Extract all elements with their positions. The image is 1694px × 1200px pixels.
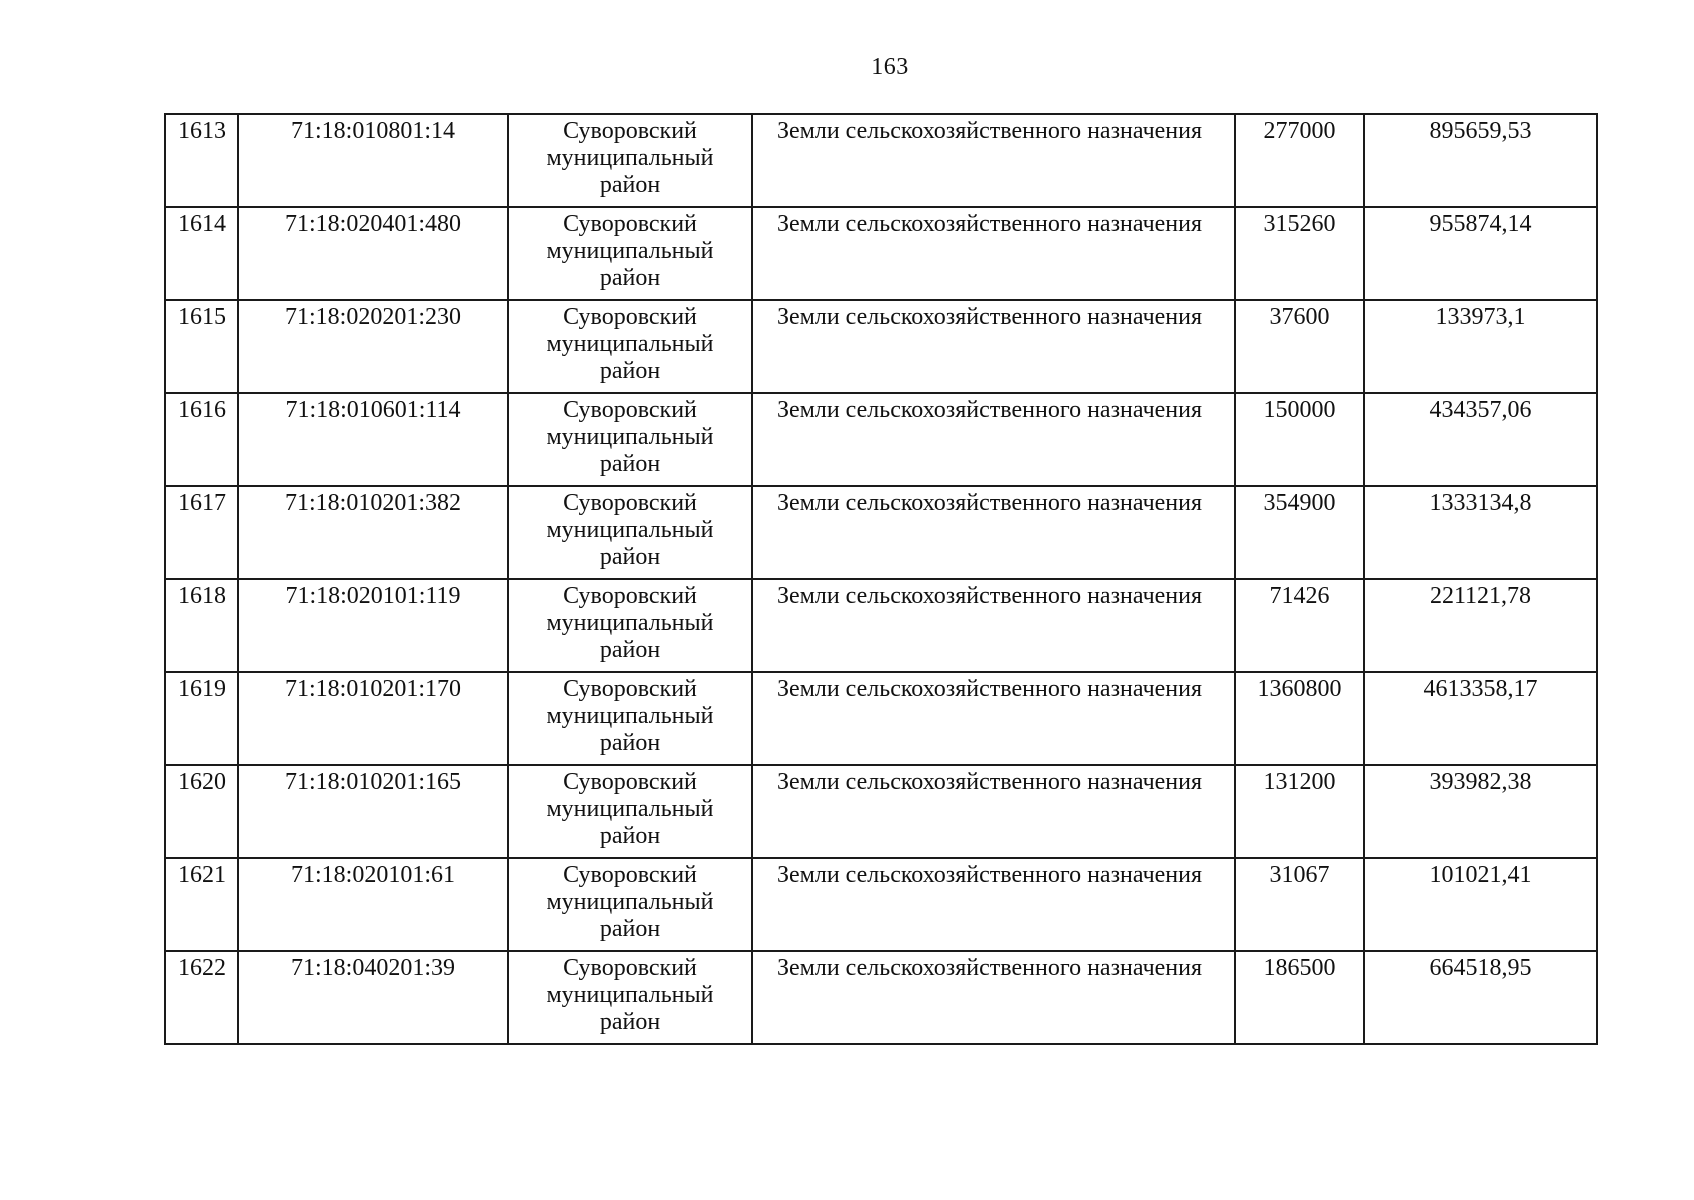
table-body — [165, 114, 1597, 1044]
cadastral-number-cell: 71:18:010201:165 — [238, 765, 508, 858]
row-number-cell: 1620 — [165, 765, 238, 858]
table-row — [165, 765, 1597, 858]
cadastral-cost-cell: 895659,53 — [1364, 114, 1597, 207]
land-category-cell: Земли сельскохозяйственного назначения — [752, 393, 1235, 486]
area-cell: 354900 — [1235, 486, 1364, 579]
cadastral-number-cell: 71:18:020201:230 — [238, 300, 508, 393]
table-row — [165, 114, 1597, 207]
land-plots-table — [164, 113, 1598, 1045]
table-row — [165, 858, 1597, 951]
cadastral-cost-cell: 434357,06 — [1364, 393, 1597, 486]
district-cell: Суворовский муниципальный район — [508, 765, 752, 858]
area-cell: 186500 — [1235, 951, 1364, 1044]
land-category-cell: Земли сельскохозяйственного назначения — [752, 951, 1235, 1044]
row-number-cell: 1619 — [165, 672, 238, 765]
land-category-cell: Земли сельскохозяйственного назначения — [752, 114, 1235, 207]
cadastral-cost-cell: 4613358,17 — [1364, 672, 1597, 765]
cadastral-number-cell: 71:18:010801:14 — [238, 114, 508, 207]
area-cell: 315260 — [1235, 207, 1364, 300]
area-cell: 131200 — [1235, 765, 1364, 858]
area-cell: 71426 — [1235, 579, 1364, 672]
district-cell: Суворовский муниципальный район — [508, 579, 752, 672]
page-number: 163 — [871, 54, 909, 80]
area-cell: 150000 — [1235, 393, 1364, 486]
district-cell: Суворовский муниципальный район — [508, 114, 752, 207]
cadastral-number-cell: 71:18:040201:39 — [238, 951, 508, 1044]
table-row — [165, 951, 1597, 1044]
row-number-cell: 1622 — [165, 951, 238, 1044]
table-row — [165, 207, 1597, 300]
cadastral-number-cell: 71:18:010601:114 — [238, 393, 508, 486]
district-cell: Суворовский муниципальный район — [508, 486, 752, 579]
land-category-cell: Земли сельскохозяйственного назначения — [752, 207, 1235, 300]
land-category-cell: Земли сельскохозяйственного назначения — [752, 858, 1235, 951]
district-cell: Суворовский муниципальный район — [508, 300, 752, 393]
area-cell: 1360800 — [1235, 672, 1364, 765]
row-number-cell: 1616 — [165, 393, 238, 486]
table-row — [165, 486, 1597, 579]
cadastral-cost-cell: 1333134,8 — [1364, 486, 1597, 579]
row-number-cell: 1617 — [165, 486, 238, 579]
district-cell: Суворовский муниципальный район — [508, 672, 752, 765]
area-cell: 277000 — [1235, 114, 1364, 207]
cadastral-number-cell: 71:18:010201:170 — [238, 672, 508, 765]
table-row — [165, 579, 1597, 672]
land-category-cell: Земли сельскохозяйственного назначения — [752, 579, 1235, 672]
row-number-cell: 1613 — [165, 114, 238, 207]
cadastral-number-cell: 71:18:020401:480 — [238, 207, 508, 300]
cadastral-cost-cell: 221121,78 — [1364, 579, 1597, 672]
area-cell: 37600 — [1235, 300, 1364, 393]
cadastral-number-cell: 71:18:020101:119 — [238, 579, 508, 672]
district-cell: Суворовский муниципальный район — [508, 858, 752, 951]
cadastral-cost-cell: 393982,38 — [1364, 765, 1597, 858]
district-cell: Суворовский муниципальный район — [508, 207, 752, 300]
district-cell: Суворовский муниципальный район — [508, 951, 752, 1044]
cadastral-cost-cell: 101021,41 — [1364, 858, 1597, 951]
cadastral-number-cell: 71:18:020101:61 — [238, 858, 508, 951]
cadastral-cost-cell: 133973,1 — [1364, 300, 1597, 393]
land-category-cell: Земли сельскохозяйственного назначения — [752, 300, 1235, 393]
land-category-cell: Земли сельскохозяйственного назначения — [752, 672, 1235, 765]
row-number-cell: 1615 — [165, 300, 238, 393]
area-cell: 31067 — [1235, 858, 1364, 951]
cadastral-cost-cell: 664518,95 — [1364, 951, 1597, 1044]
table-row — [165, 672, 1597, 765]
district-cell: Суворовский муниципальный район — [508, 393, 752, 486]
row-number-cell: 1621 — [165, 858, 238, 951]
row-number-cell: 1614 — [165, 207, 238, 300]
land-category-cell: Земли сельскохозяйственного назначения — [752, 765, 1235, 858]
cadastral-number-cell: 71:18:010201:382 — [238, 486, 508, 579]
table-row — [165, 300, 1597, 393]
row-number-cell: 1618 — [165, 579, 238, 672]
land-category-cell: Земли сельскохозяйственного назначения — [752, 486, 1235, 579]
cadastral-cost-cell: 955874,14 — [1364, 207, 1597, 300]
table-row — [165, 393, 1597, 486]
